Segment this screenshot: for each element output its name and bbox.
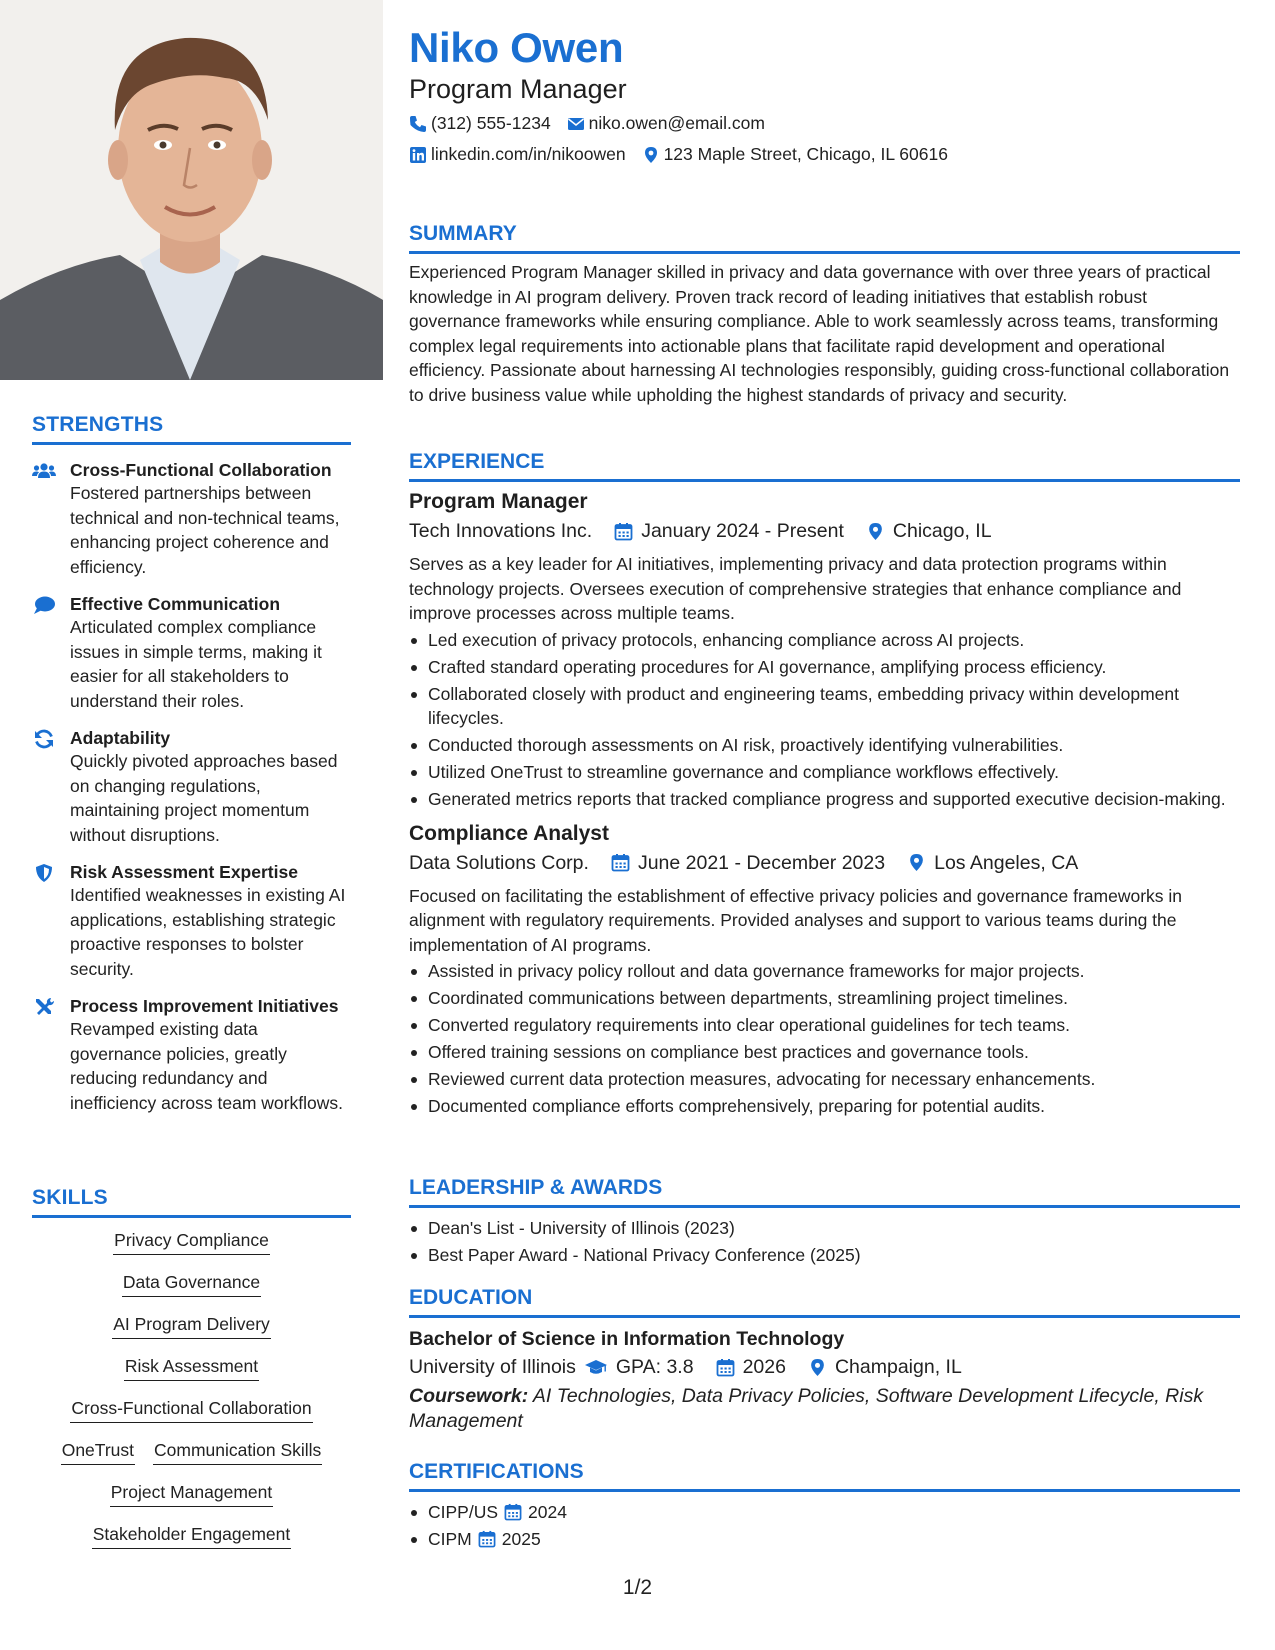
strength-item [32, 995, 351, 1115]
phone-icon [409, 115, 427, 133]
strength-item [32, 861, 351, 981]
list-item: Best Paper Award - National Privacy Conference (2025) [409, 1243, 1240, 1267]
cert-name: CIPP/US [428, 1502, 499, 1522]
email-text: niko.owen@email.com [588, 113, 765, 133]
shield-icon [32, 863, 56, 883]
list-item: Coordinated communications between departments, streamlining project timelines. [409, 986, 1240, 1010]
list-item: Converted regulatory requirements into clear operational guidelines for tech teams. [409, 1013, 1240, 1037]
summary-text: Experienced Program Manager skilled in privacy and data governance with over three years of practical knowledge in AI program delivery. Proven track record of leading initiatives that establish robust governance frameworks while ensuring compliance. Able to work seamlessly across teams, transforming complex legal requirements into actionable plans that facilitate rapid development and operational efficiency. Passionate about harnessing AI technologies responsibly, guiding cross-functional collaboration to drive business value while upholding the highest standards of privacy and security. [409, 262, 1230, 405]
list-item: Documented compliance efforts comprehensively, preparing for potential audits. [409, 1094, 1240, 1118]
contact-row-1 [409, 113, 765, 134]
job-location: Chicago, IL [892, 520, 992, 542]
job-bullets [409, 628, 1240, 811]
summary-section [409, 222, 1240, 407]
list-item: Assisted in privacy policy rollout and data governance frameworks for major projects. [409, 959, 1240, 983]
calendar-icon [614, 522, 633, 541]
list-item: Collaborated closely with product and engineering teams, embedding privacy within development lifecycles. [409, 682, 1240, 730]
education-meta [409, 1352, 1240, 1382]
contact-linkedin[interactable] [409, 144, 626, 165]
graduation-cap-icon [584, 1358, 608, 1377]
graduation-year: 2026 [742, 1356, 786, 1378]
skill-tag: Data Governance [122, 1270, 261, 1297]
list-item: Offered training sessions on compliance best practices and governance tools. [409, 1040, 1240, 1064]
strength-title: Risk Assessment Expertise [70, 862, 298, 882]
gpa: GPA: 3.8 [615, 1356, 694, 1378]
envelope-icon [567, 115, 585, 133]
job-description: Focused on facilitating the establishment of effective privacy policies and governance frameworks in alignment with regulatory requirements. Provided analyses and support to various teams during the implementation of AI programs. [409, 885, 1182, 955]
awards-section [409, 1176, 1240, 1270]
certifications-list [409, 1500, 1240, 1551]
contact-phone[interactable] [409, 113, 551, 134]
list-item [409, 1500, 1240, 1524]
coursework [409, 1384, 1240, 1434]
strength-title: Adaptability [70, 728, 171, 748]
certifications-section [409, 1460, 1240, 1554]
job-dates: June 2021 - December 2023 [637, 851, 886, 874]
strengths-heading: STRENGTHS [32, 413, 351, 445]
job-location: Los Angeles, CA [934, 851, 1079, 874]
skill-tag: Privacy Compliance [113, 1228, 270, 1255]
strength-title: Effective Communication [70, 594, 281, 614]
profile-photo-illustration [0, 0, 383, 380]
skills-list [32, 1228, 351, 1549]
list-item: Led execution of privacy protocols, enhancing compliance across AI projects. [409, 628, 1240, 652]
education-section [409, 1286, 1240, 1434]
job-title: Program Manager [409, 490, 588, 513]
job-entry [409, 488, 1240, 811]
skill-tag: Communication Skills [153, 1438, 322, 1465]
map-pin-icon [866, 522, 885, 541]
strength-item [32, 459, 351, 579]
job-description: Serves as a key leader for AI initiatives, implementing privacy and data protection programs within technology projects. Oversees execution of comprehensive strategies that enhance compliance and improve processes across multiple teams. [409, 554, 1182, 623]
profile-photo [0, 0, 383, 380]
certifications-heading: CERTIFICATIONS [409, 1460, 1240, 1492]
linkedin-icon [409, 146, 427, 164]
speech-bubble-icon [32, 595, 56, 615]
list-item: Utilized OneTrust to streamline governance and compliance workflows effectively. [409, 760, 1240, 784]
cert-year: 2024 [528, 1502, 567, 1522]
skills-section [32, 1186, 351, 1564]
candidate-role: Program Manager [409, 74, 627, 104]
linkedin-text: linkedin.com/in/nikoowen [431, 144, 626, 164]
calendar-icon [478, 1530, 496, 1548]
job-company: Data Solutions Corp. [409, 851, 589, 874]
strength-desc: Identified weaknesses in existing AI applications, establishing strategic proactive responses to bolster security. [70, 885, 346, 979]
strength-title: Process Improvement Initiatives [70, 996, 339, 1016]
calendar-icon [611, 853, 630, 872]
job-company: Tech Innovations Inc. [409, 520, 593, 542]
strength-desc: Revamped existing data governance policies, greatly reducing redundancy and inefficiency across team workflows. [70, 1019, 343, 1113]
skill-tag: OneTrust [61, 1438, 135, 1465]
education-heading: EDUCATION [409, 1286, 1240, 1318]
map-pin-icon [808, 1358, 827, 1377]
awards-list [409, 1216, 1240, 1267]
skill-tag: Project Management [110, 1480, 273, 1507]
strength-item [32, 727, 351, 847]
degree-title: Bachelor of Science in Information Technology [409, 1328, 845, 1350]
job-title: Compliance Analyst [409, 821, 609, 845]
skill-tag: AI Program Delivery [112, 1312, 271, 1339]
users-icon [32, 461, 56, 481]
cert-name: CIPM [428, 1529, 472, 1549]
list-item: Reviewed current data protection measures, advocating for necessary enhancements. [409, 1067, 1240, 1091]
strengths-list [32, 459, 351, 1115]
tools-icon [32, 997, 56, 1017]
address-text: 123 Maple Street, Chicago, IL 60616 [663, 144, 948, 164]
strengths-section [32, 413, 351, 1129]
strength-item [32, 593, 351, 713]
job-meta [409, 516, 1240, 546]
coursework-text: AI Technologies, Data Privacy Policies, Software Development Lifecycle, Risk Management [409, 1385, 1204, 1432]
candidate-name: Niko Owen [409, 24, 624, 71]
list-item: Generated metrics reports that tracked compliance progress and supported executive decision-making. [409, 787, 1240, 811]
page-number: 1/2 [622, 1576, 653, 1599]
experience-heading: EXPERIENCE [409, 450, 1240, 482]
job-bullets [409, 959, 1240, 1118]
school-name: University of Illinois [409, 1356, 576, 1378]
list-item: Crafted standard operating procedures for AI governance, amplifying process efficiency. [409, 655, 1240, 679]
contact-row-2 [409, 144, 948, 165]
skills-heading: SKILLS [32, 1186, 351, 1218]
strength-title: Cross-Functional Collaboration [70, 460, 332, 480]
list-item: Dean's List - University of Illinois (2023) [409, 1216, 1240, 1240]
calendar-icon [504, 1503, 522, 1521]
list-item [409, 1527, 1240, 1551]
experience-section [409, 450, 1240, 1121]
job-meta [409, 848, 1240, 878]
strength-desc: Quickly pivoted approaches based on changing regulations, maintaining project momentum without disruptions. [70, 751, 338, 845]
school-location: Champaign, IL [834, 1356, 962, 1378]
refresh-icon [32, 729, 56, 749]
summary-heading: SUMMARY [409, 222, 1240, 254]
awards-heading: LEADERSHIP & AWARDS [409, 1176, 1240, 1208]
strength-desc: Fostered partnerships between technical and non-technical teams, enhancing project coherence and efficiency. [70, 483, 340, 577]
skill-tag: Stakeholder Engagement [92, 1522, 292, 1549]
job-entry [409, 820, 1240, 1119]
skill-tag: Cross-Functional Collaboration [70, 1396, 312, 1423]
job-dates: January 2024 - Present [641, 520, 844, 542]
cert-year: 2025 [501, 1529, 541, 1549]
coursework-label: Coursework: [409, 1385, 529, 1407]
skill-tag: Risk Assessment [124, 1354, 259, 1381]
phone-text: (312) 555-1234 [431, 113, 551, 133]
strength-desc: Articulated complex compliance issues in simple terms, making it easier for all stakeholders to understand their roles. [70, 617, 322, 711]
map-pin-icon [907, 853, 926, 872]
contact-address [642, 144, 948, 165]
map-pin-icon [642, 146, 660, 164]
list-item: Conducted thorough assessments on AI risk, proactively identifying vulnerabilities. [409, 733, 1240, 757]
calendar-icon [716, 1358, 735, 1377]
contact-email[interactable] [567, 113, 765, 134]
